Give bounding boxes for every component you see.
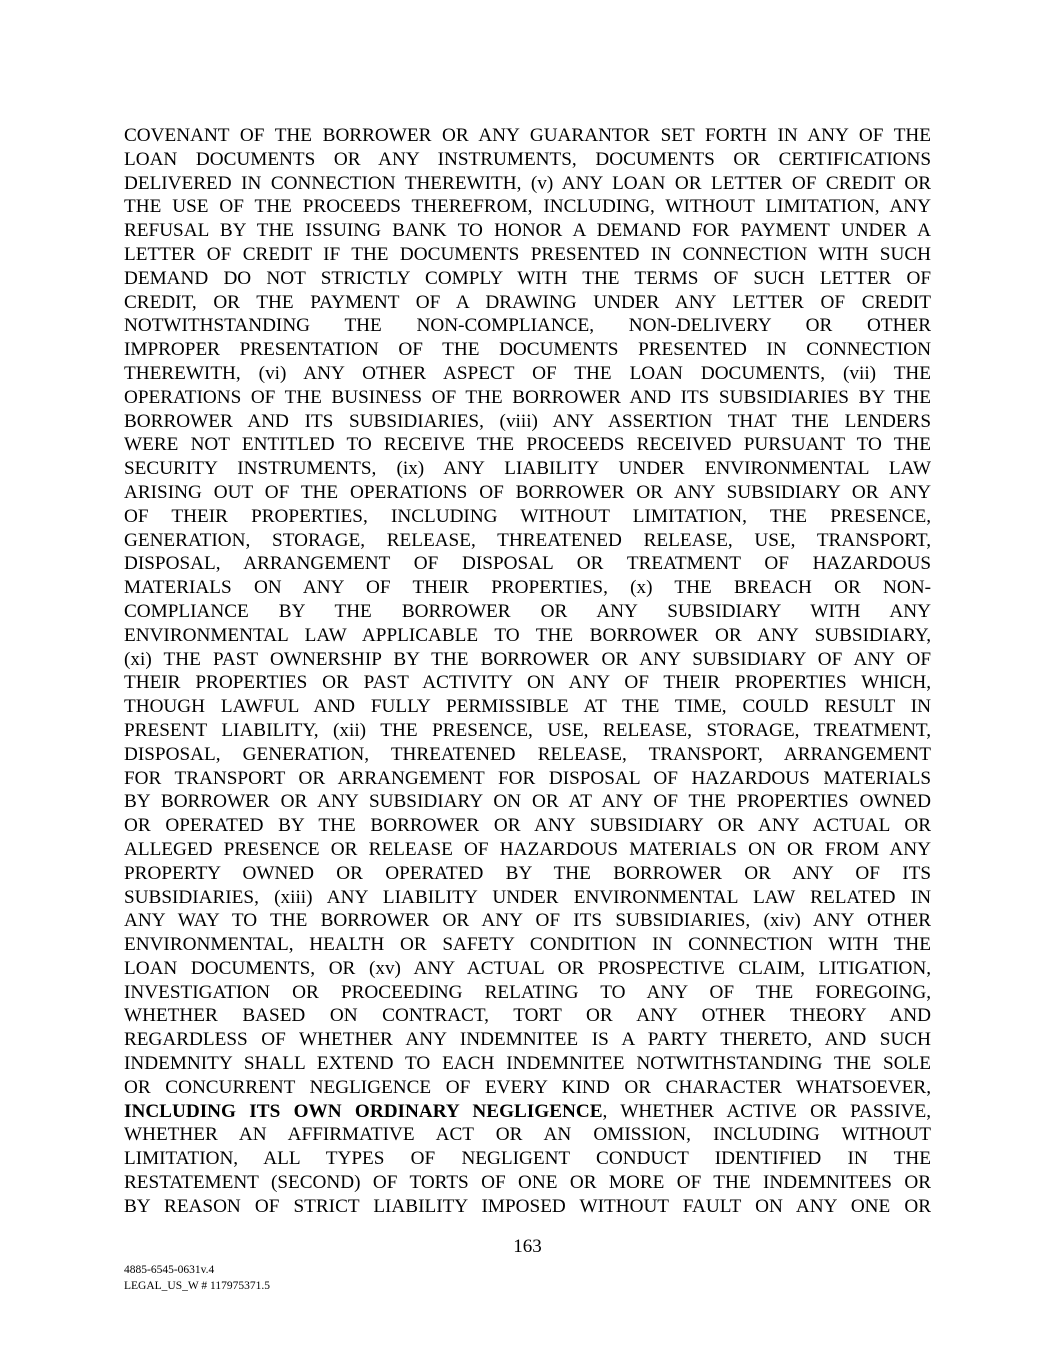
text-line: CREDIT, OR THE PAYMENT OF A DRAWING UNDER ANY LETTER OF CREDIT [124, 291, 931, 313]
footer-legal-id: LEGAL_US_W # 117975371.5 [124, 1280, 270, 1292]
text-line: COMPLIANCE BY THE BORROWER OR ANY SUBSIDIARY WITH ANY [124, 600, 931, 622]
page-number: 163 [513, 1236, 542, 1257]
text-line: PROPERTY OWNED OR OPERATED BY THE BORROWER OR ANY OF ITS [124, 862, 931, 884]
text-line: RESTATEMENT (SECOND) OF TORTS OF ONE OR MORE OF THE INDEMNITEES OR [124, 1172, 931, 1194]
text-line: SUBSIDIARIES, (xiii) ANY LIABILITY UNDER ENVIRONMENTAL LAW RELATED IN [124, 886, 931, 908]
text-line: ENVIRONMENTAL LAW APPLICABLE TO THE BORROWER OR ANY SUBSIDIARY, [124, 624, 931, 646]
text-line: BY REASON OF STRICT LIABILITY IMPOSED WITHOUT FAULT ON ANY ONE OR [124, 1195, 931, 1217]
text-line: LETTER OF CREDIT IF THE DOCUMENTS PRESENTED IN CONNECTION WITH SUCH [124, 243, 931, 265]
bold-phrase: INCLUDING ITS OWN ORDINARY NEGLIGENCE [124, 1100, 603, 1122]
text-line: PRESENT LIABILITY, (xii) THE PRESENCE, USE, RELEASE, STORAGE, TREATMENT, [124, 719, 931, 741]
text-line: (xi) THE PAST OWNERSHIP BY THE BORROWER OR ANY SUBSIDIARY OF ANY OF [124, 648, 931, 670]
text-line: GENERATION, STORAGE, RELEASE, THREATENED RELEASE, USE, TRANSPORT, [124, 529, 931, 551]
text-line: THEIR PROPERTIES OR PAST ACTIVITY ON ANY OF THEIR PROPERTIES WHICH, [124, 672, 931, 694]
text-line: OR OPERATED BY THE BORROWER OR ANY SUBSIDIARY OR ANY ACTUAL OR [124, 815, 931, 837]
text-line: OR CONCURRENT NEGLIGENCE OF EVERY KIND OR CHARACTER WHATSOEVER, [124, 1076, 931, 1098]
text-line: NOTWITHSTANDING THE NON-COMPLIANCE, NON-DELIVERY OR OTHER [124, 315, 931, 337]
text-line: WHETHER AN AFFIRMATIVE ACT OR AN OMISSION, INCLUDING WITHOUT [124, 1124, 931, 1146]
text-line: SECURITY INSTRUMENTS, (ix) ANY LIABILITY UNDER ENVIRONMENTAL LAW [124, 458, 931, 480]
text-line: INDEMNITY SHALL EXTEND TO EACH INDEMNITEE NOTWITHSTANDING THE SOLE [124, 1053, 931, 1075]
text-line: DEMAND DO NOT STRICTLY COMPLY WITH THE TERMS OF SUCH LETTER OF [124, 267, 931, 289]
text-line: REGARDLESS OF WHETHER ANY INDEMNITEE IS A PARTY THERETO, AND SUCH [124, 1029, 931, 1051]
text-line: DISPOSAL, ARRANGEMENT OF DISPOSAL OR TREATMENT OF HAZARDOUS [124, 553, 931, 575]
text-line: ARISING OUT OF THE OPERATIONS OF BORROWER OR ANY SUBSIDIARY OR ANY [124, 481, 931, 503]
text-line: OF THEIR PROPERTIES, INCLUDING WITHOUT LIMITATION, THE PRESENCE, [124, 505, 931, 527]
text-line: LOAN DOCUMENTS OR ANY INSTRUMENTS, DOCUMENTS OR CERTIFICATIONS [124, 148, 931, 170]
text-line: ANY WAY TO THE BORROWER OR ANY OF ITS SUBSIDIARIES, (xiv) ANY OTHER [124, 910, 931, 932]
text-line: LIMITATION, ALL TYPES OF NEGLIGENT CONDUCT IDENTIFIED IN THE [124, 1148, 931, 1170]
text-line: DELIVERED IN CONNECTION THEREWITH, (v) ANY LOAN OR LETTER OF CREDIT OR [124, 172, 931, 194]
text-line: ALLEGED PRESENCE OR RELEASE OF HAZARDOUS MATERIALS ON OR FROM ANY [124, 838, 931, 860]
text-fragment: , WHETHER ACTIVE OR PASSIVE, [602, 1100, 931, 1122]
text-line: OPERATIONS OF THE BUSINESS OF THE BORROWER AND ITS SUBSIDIARIES BY THE [124, 386, 931, 408]
body-paragraph [124, 124, 931, 1219]
text-line: ENVIRONMENTAL, HEALTH OR SAFETY CONDITION IN CONNECTION WITH THE [124, 934, 931, 956]
text-line: WHETHER BASED ON CONTRACT, TORT OR ANY OTHER THEORY AND [124, 1005, 931, 1027]
text-line: WERE NOT ENTITLED TO RECEIVE THE PROCEEDS RECEIVED PURSUANT TO THE [124, 434, 931, 456]
footer [124, 1262, 270, 1294]
footer-doc-id: 4885-6545-0631v.4 [124, 1264, 215, 1276]
text-line: THE USE OF THE PROCEEDS THEREFROM, INCLUDING, WITHOUT LIMITATION, ANY [124, 196, 931, 218]
text-line: THOUGH LAWFUL AND FULLY PERMISSIBLE AT THE TIME, COULD RESULT IN [124, 696, 931, 718]
text-line: THEREWITH, (vi) ANY OTHER ASPECT OF THE LOAN DOCUMENTS, (vii) THE [124, 362, 931, 384]
text-line: IMPROPER PRESENTATION OF THE DOCUMENTS PRESENTED IN CONNECTION [124, 339, 931, 361]
text-line: MATERIALS ON ANY OF THEIR PROPERTIES, (x) THE BREACH OR NON- [124, 577, 931, 599]
text-line: BORROWER AND ITS SUBSIDIARIES, (viii) ANY ASSERTION THAT THE LENDERS [124, 410, 931, 432]
text-line: LOAN DOCUMENTS, OR (xv) ANY ACTUAL OR PROSPECTIVE CLAIM, LITIGATION, [124, 957, 931, 979]
text-line: INVESTIGATION OR PROCEEDING RELATING TO ANY OF THE FOREGOING, [124, 981, 931, 1003]
text-line: COVENANT OF THE BORROWER OR ANY GUARANTOR SET FORTH IN ANY OF THE [124, 125, 931, 146]
text-line: DISPOSAL, GENERATION, THREATENED RELEASE, TRANSPORT, ARRANGEMENT [124, 743, 931, 765]
text-line: BY BORROWER OR ANY SUBSIDIARY ON OR AT ANY OF THE PROPERTIES OWNED [124, 791, 931, 813]
text-line-emphasis [124, 1100, 931, 1124]
text-line: FOR TRANSPORT OR ARRANGEMENT FOR DISPOSAL OF HAZARDOUS MATERIALS [124, 767, 931, 789]
text-line: REFUSAL BY THE ISSUING BANK TO HONOR A DEMAND FOR PAYMENT UNDER A [124, 220, 931, 242]
